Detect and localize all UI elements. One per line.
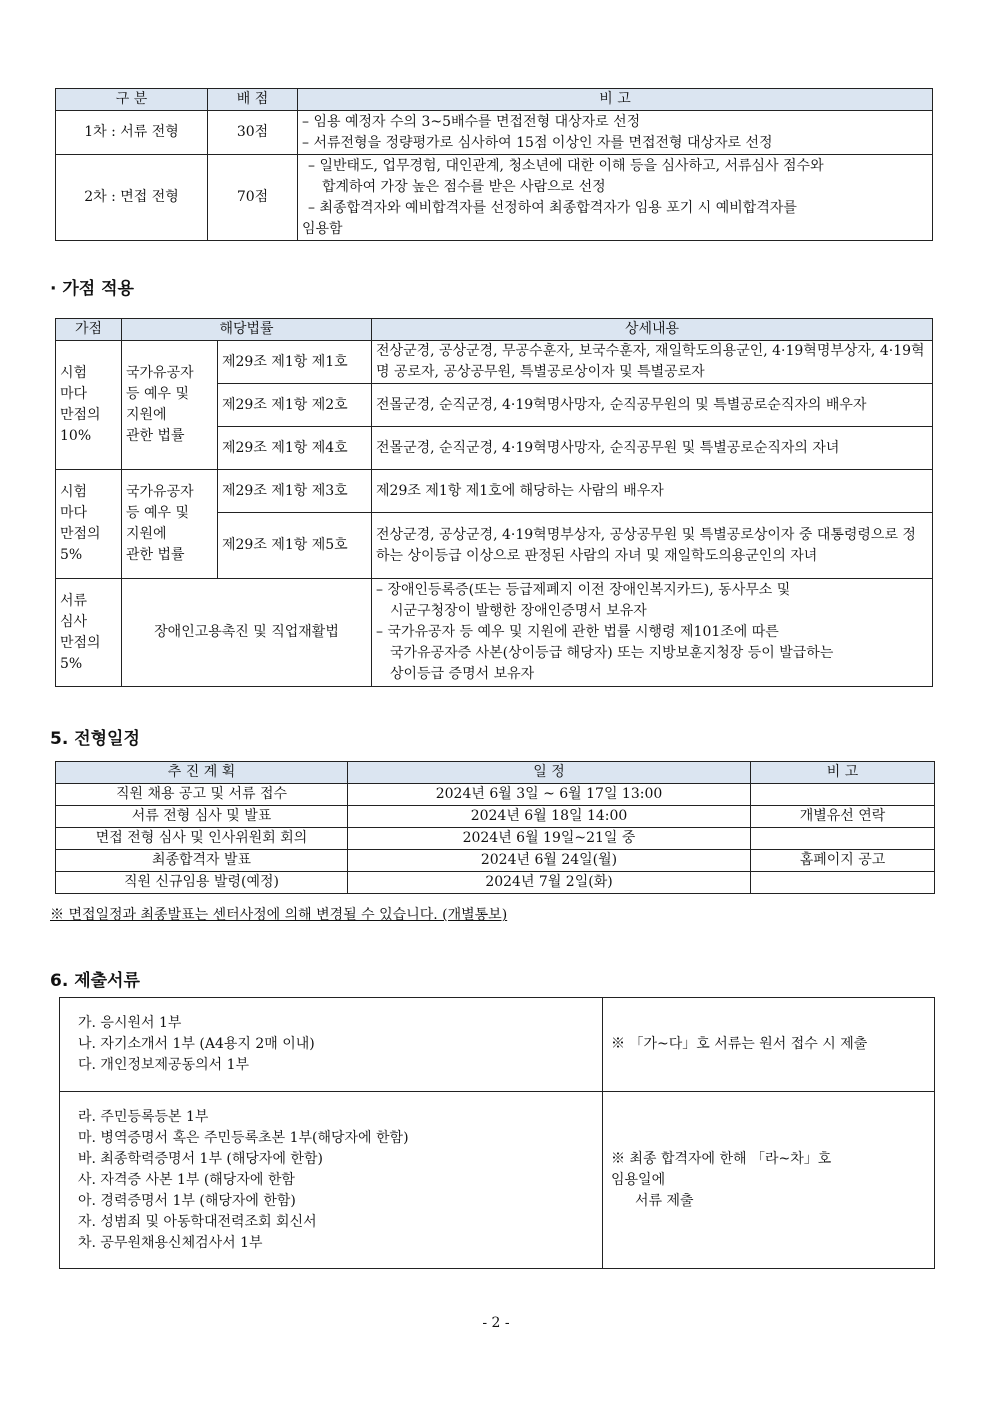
eval-header-score: 배 점 xyxy=(208,89,298,111)
eval-note-line: – 최종합격자와 예비합격자를 선정하여 최종합격자가 임용 포기 시 예비합격자를 xyxy=(308,199,797,216)
bonus-detail-line: 시군구청장이 발행한 장애인증명서 보유자 xyxy=(390,603,647,619)
bonus-article: 제29조 제1항 제4호 xyxy=(218,427,372,470)
docs-item: 나. 자기소개서 1부 (A4용지 2매 이내) xyxy=(78,1036,315,1052)
docs-note-line: ※ 최종 합격자에 한해 「라~차」호 xyxy=(611,1150,832,1167)
bonus-detail: 제29조 제1항 제1호에 해당하는 사람의 배우자 xyxy=(372,470,933,513)
eval-notes xyxy=(298,155,933,241)
bonus-detail: 전몰군경, 순직군경, 4·19혁명사망자, 순직공무원의 및 특별공로순직자의 배우자 xyxy=(372,384,933,427)
schedule-date: 2024년 6월 24일(월) xyxy=(348,850,751,872)
schedule-header-note: 비 고 xyxy=(751,762,935,784)
table-row xyxy=(56,828,935,850)
schedule-plan: 최종합격자 발표 xyxy=(56,850,348,872)
table-row xyxy=(56,806,935,828)
docs-note xyxy=(603,1092,935,1269)
schedule-table xyxy=(55,761,935,894)
schedule-note xyxy=(751,828,935,850)
bonus-detail: 전몰군경, 순직군경, 4·19혁명사망자, 순직공무원 및 특별공로순직자의 자녀 xyxy=(372,427,933,470)
evaluation-table xyxy=(55,88,933,241)
docs-items xyxy=(60,998,603,1092)
schedule-plan: 서류 전형 심사 및 발표 xyxy=(56,806,348,828)
bonus-article: 제29조 제1항 제2호 xyxy=(218,384,372,427)
table-row xyxy=(56,470,933,513)
eval-score: 30점 xyxy=(208,111,298,155)
docs-item: 바. 최종학력증명서 1부 (해당자에 한함) xyxy=(78,1150,323,1167)
eval-note-line: – 서류전형을 정량평가로 심사하여 15점 이상인 자를 면접전형 대상자로 선정 xyxy=(302,134,773,151)
docs-note-line: 서류 제출 xyxy=(635,1192,694,1209)
schedule-note-text: ※ 면접일정과 최종발표는 센터사정에 의해 변경될 수 있습니다. (개별통보) xyxy=(50,907,508,923)
schedule-date: 2024년 6월 19일~21일 중 xyxy=(348,828,751,850)
bonus-points: 시험 마다 만점의 5% xyxy=(56,470,122,579)
schedule-header-date: 일 정 xyxy=(348,762,751,784)
docs-item: 차. 공무원채용신체검사서 1부 xyxy=(78,1234,263,1251)
schedule-header-plan: 추 진 계 획 xyxy=(56,762,348,784)
bonus-header-law: 해당법률 xyxy=(122,319,372,341)
eval-score: 70점 xyxy=(208,155,298,241)
schedule-plan: 직원 신규임용 발령(예정) xyxy=(56,872,348,894)
docs-item: 라. 주민등록등본 1부 xyxy=(78,1108,209,1125)
bonus-header-points: 가점 xyxy=(56,319,122,341)
bonus-article: 제29조 제1항 제5호 xyxy=(218,513,372,579)
schedule-date: 2024년 7월 2일(화) xyxy=(348,872,751,894)
eval-note-line: – 일반태도, 업무경험, 대인관계, 청소년에 대한 이해 등을 심사하고, 서류심사 점수와 xyxy=(308,157,824,174)
docs-note xyxy=(603,998,935,1092)
eval-header-notes: 비 고 xyxy=(298,89,933,111)
bonus-detail-line: – 국가유공자 등 예우 및 지원에 관한 법률 시행령 제101조에 따른 xyxy=(376,624,779,640)
bonus-detail: 전상군경, 공상군경, 무공수훈자, 보국수훈자, 재일학도의용군인, 4·19혁명부상자, 4·19혁명 공로자, 공상공무원, 특별공로상이자 및 특별공로자 xyxy=(372,341,933,384)
page-number: - 2 - xyxy=(482,1315,510,1331)
docs-item: 사. 자격증 사본 1부 (해당자에 한함 xyxy=(78,1171,295,1188)
eval-note-line: 임용함 xyxy=(302,220,343,237)
table-row xyxy=(56,850,935,872)
table-row xyxy=(56,784,935,806)
eval-header-category: 구 분 xyxy=(56,89,208,111)
bonus-detail-line: – 장애인등록증(또는 등급제폐지 이전 장애인복지카드), 동사무소 및 xyxy=(376,582,791,598)
eval-note-line: – 임용 예정자 수의 3~5배수를 면접전형 대상자로 선정 xyxy=(302,113,641,130)
table-row xyxy=(56,155,933,241)
docs-item: 아. 경력증명서 1부 (해당자에 한함) xyxy=(78,1192,296,1209)
bonus-law: 장애인고용촉진 및 직업재활법 xyxy=(122,579,372,687)
schedule-plan: 직원 채용 공고 및 서류 접수 xyxy=(56,784,348,806)
schedule-note xyxy=(751,872,935,894)
bonus-table xyxy=(55,318,933,687)
bonus-header-detail: 상세내용 xyxy=(372,319,933,341)
bonus-article: 제29조 제1항 제3호 xyxy=(218,470,372,513)
schedule-plan: 면접 전형 심사 및 인사위원회 회의 xyxy=(56,828,348,850)
schedule-date: 2024년 6월 3일 ~ 6월 17일 13:00 xyxy=(348,784,751,806)
bonus-law: 국가유공자 등 예우 및 지원에 관한 법률 xyxy=(122,341,218,470)
table-row xyxy=(60,1092,935,1269)
bonus-article: 제29조 제1항 제1호 xyxy=(218,341,372,384)
eval-stage: 2차 : 면접 전형 xyxy=(56,155,208,241)
docs-items xyxy=(60,1092,603,1269)
schedule-note: 개별유선 연락 xyxy=(751,806,935,828)
schedule-heading: 5. 전형일정 xyxy=(50,729,140,749)
table-row xyxy=(60,998,935,1092)
table-row xyxy=(56,341,933,384)
docs-item: 가. 응시원서 1부 xyxy=(78,1015,182,1031)
eval-note-line: 합계하여 가장 높은 점수를 받은 사람으로 선정 xyxy=(322,178,606,195)
bonus-law: 국가유공자 등 예우 및 지원에 관한 법률 xyxy=(122,470,218,579)
docs-item: 다. 개인정보제공동의서 1부 xyxy=(78,1057,250,1073)
eval-stage: 1차 : 서류 전형 xyxy=(56,111,208,155)
bonus-heading: · 가점 적용 xyxy=(50,279,134,299)
documents-table xyxy=(59,997,935,1269)
table-row xyxy=(56,579,933,687)
eval-notes xyxy=(298,111,933,155)
bonus-detail xyxy=(372,579,933,687)
bonus-points: 시험 마다 만점의 10% xyxy=(56,341,122,470)
schedule-note xyxy=(751,784,935,806)
bonus-detail-line: 상이등급 증명서 보유자 xyxy=(390,666,535,682)
schedule-date: 2024년 6월 18일 14:00 xyxy=(348,806,751,828)
docs-item: 마. 병역증명서 혹은 주민등록초본 1부(해당자에 한함) xyxy=(78,1129,409,1146)
docs-note-line: 임용일에 xyxy=(611,1171,666,1188)
docs-note-line: ※ 「가~다」호 서류는 원서 접수 시 제출 xyxy=(611,1036,868,1052)
bonus-points: 서류 심사 만점의 5% xyxy=(56,579,122,687)
table-row xyxy=(56,111,933,155)
bonus-detail: 전상군경, 공상군경, 4·19혁명부상자, 공상공무원 및 특별공로상이자 중 대통령령으로 정하는 상이등급 이상으로 판정된 사람의 자녀 및 재일학도의용군인의 자녀 xyxy=(372,513,933,579)
schedule-note: 홈페이지 공고 xyxy=(751,850,935,872)
bonus-detail-line: 국가유공자증 사본(상이등급 해당자) 또는 지방보훈지청장 등이 발급하는 xyxy=(390,645,834,661)
docs-item: 자. 성범죄 및 아동학대전력조회 회신서 xyxy=(78,1213,317,1230)
docs-heading: 6. 제출서류 xyxy=(50,971,140,991)
table-row xyxy=(56,872,935,894)
